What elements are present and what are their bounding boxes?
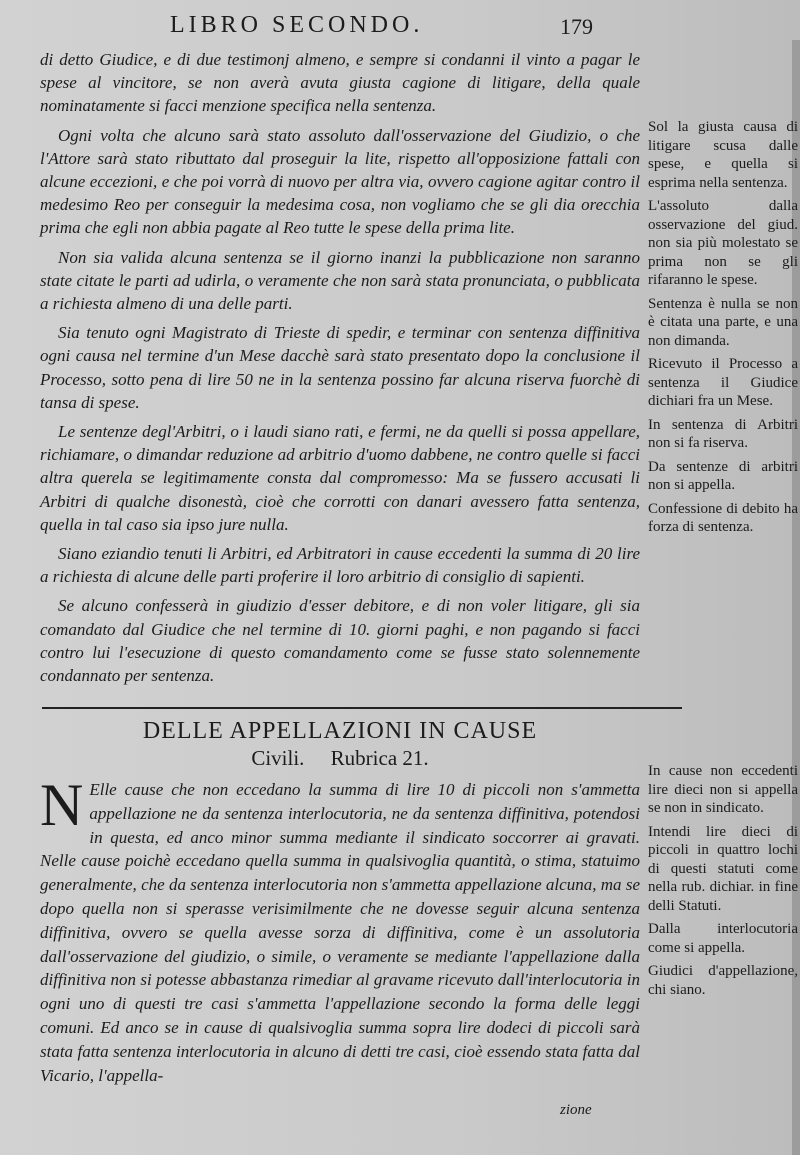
margin-notes-bottom [648, 762, 798, 1004]
paragraph: Se alcuno confesserà in giudizio d'esser debitore, e di non voler litigare, gli sia comandato dal Giudice che nel termine di 10. giorni paghi, e non pagando si facci contro lui l'esecuzione di questo comandamento come se fusse stato solennemente condannato per sentenza. [40, 596, 640, 686]
paragraph: di detto Giudice, e di due testimonj almeno, e sempre si condanni il vinto a pagar le spese al vincitore, se non averà avuta giusta cagione di litigare, della quale nominatamente si facci menzione specifica nella sentenza. [40, 50, 640, 116]
margin-note: In sentenza di Arbitri non si fa riserva. [648, 416, 798, 451]
paragraph: Siano eziandio tenuti li Arbitri, ed Arbitratori in cause eccedenti la summa di 20 lire a richiesta di alcune delle parti proferire il loro arbitrio di consiglio di sapienti. [40, 544, 640, 587]
section-subtitle: Civili. Rubrica 21. [251, 746, 429, 770]
margin-note: Intendi lire dieci di piccoli in quattro lochi di questi statuti come nella rub. dichiar. in fine delli Statuti. [648, 823, 798, 914]
main-text-block [40, 48, 640, 693]
running-title: LIBRO SECONDO. [170, 12, 424, 38]
page-number: 179 [560, 14, 593, 39]
section-title: DELLE APPELLAZIONI IN CAUSE [142, 718, 538, 744]
section-body-text: Elle cause che non eccedano la summa di lire 10 di piccoli non s'ammetta appellazione ne da sentenza interlocutoria, ne da sentenza diffinitiva, potendosi in questa, ed anco minor summa mediante il sindicato soccorrer ai gravati. Nelle cause poichè eccedano quella summa in qualsivoglia quantità, o stima, statuimo generalmente, che da sentenza interlocutoria non s'ammetta appellazione alcuna, ma se dopo quella non si sperasse verisimilmente che ne dovesse seguir alcuna sentenza diffinitiva, ovvero se quella avesse sorza di diffinitiva, come è un assolutoria dall'osservazione del giudizio, o simile, o veramente se mediante l'appellazione dalla diffinitiva non si potesse abbastanza rimediar al gravame ricevuto dall'interlocutoria in ogni uno di questi tre casi s'ammetta l'appellazione secondo la forma delle leggi comuni. Ed anco se in cause di qualsivoglia summa sopra lire dodeci di piccoli sarà stata fatta sentenza interlocutoria in alcuno di detti tre casi, cioè essendo stata fatta dal Vicario, l'appella- [40, 780, 640, 1085]
margin-note: Da sentenze di arbitri non si appella. [648, 458, 798, 493]
margin-note: Giudici d'appellazione, chi siano. [648, 963, 798, 998]
paragraph: Sia tenuto ogni Magistrato di Trieste di spedir, e terminar con sentenza diffinitiva ogni causa nel termine d'un Mese dacchè sarà stato presentato dopo la conclusione il Processo, sotto pena di lire 50 ne in la sentenza possino far alcuna riserva fuorchè di tansa di spese. [40, 323, 640, 412]
margin-note: Sentenza è nulla se non è citata una parte, e una non dimanda. [648, 295, 798, 349]
margin-note: Sol la giusta causa di litigare scusa dalle spese, e quella si esprima nella sentenza. [648, 119, 798, 191]
page-header [0, 0, 800, 48]
paragraph: Ogni volta che alcuno sarà stato assoluto dall'osservazione del Giudizio, o che l'Attore sarà stato ributtato dal proseguir la lite, rispetto all'opposizione fattali con alcune eccezioni, e che poi vorrà di nuovo per altra via, ovvero cagione agitar contro il medesimo Reo per conseguir la medesima cosa, non vogliamo che se gli dia orecchia prima che egli non abbia pagate al Reo tutte le spese della prima lite. [40, 125, 640, 238]
margin-note: Dalla interlocutoria come si appella. [648, 921, 798, 956]
margin-note: In cause non eccedenti lire dieci non si appella se non in sindicato. [648, 763, 798, 816]
margin-note: Ricevuto il Processo a sentenza il Giudice dichiari fra un Mese. [648, 356, 798, 409]
drop-cap: N [40, 772, 84, 838]
margin-notes-top [648, 118, 798, 542]
paragraph: Non sia valida alcuna sentenza se il giorno inanzi la pubblicazione non saranno state citate le parti ad udirla, o veramente che non sarà stata pronunciata, o pubblicata a richiesta almeno di una delle parti. [40, 247, 640, 314]
section-body [40, 772, 640, 1087]
margin-note: L'assoluto dalla osservazione del giud. non sia più molestato se prima non se gli rifaranno le spese. [648, 198, 798, 288]
margin-note: Confessione di debito ha forza di sentenza. [648, 500, 798, 535]
section-divider [42, 707, 682, 709]
catchword: zione [560, 1102, 592, 1118]
paragraph: Le sentenze degl'Arbitri, o i laudi siano rati, e fermi, ne da quelli si possa appellare, richiamare, o dimandar reduzione ad arbitrio d'uomo dabbene, ne contro quelle si facci altra querela se legitimamente consta dal compromesso: Ma se fussero accusati li Arbitri di qualche disonestà, cioè che corrotti con danari avessero fatta sentenza, quella in tal caso sia ipso jure nulla. [40, 422, 640, 534]
